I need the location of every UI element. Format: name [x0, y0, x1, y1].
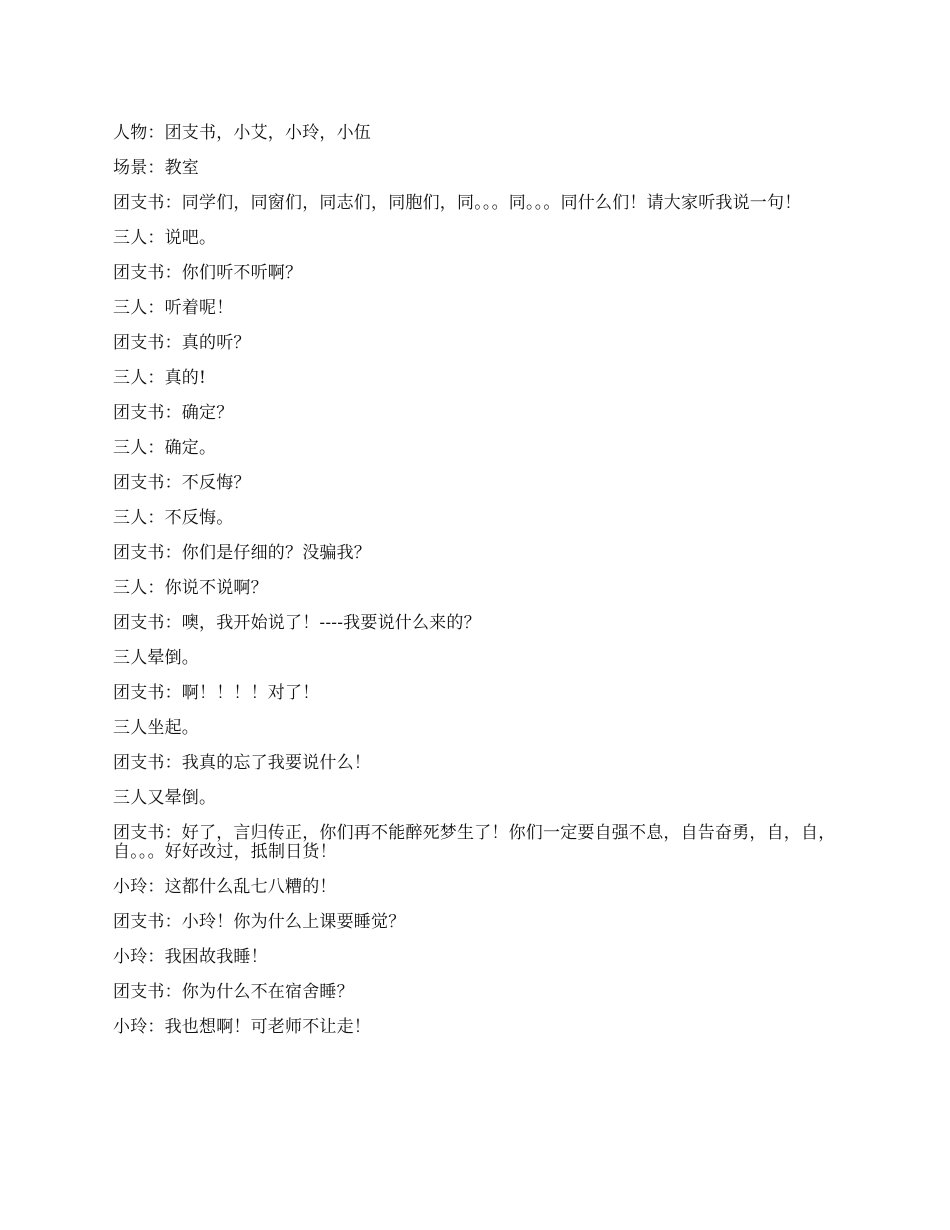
dialogue-line: 三人：你说不说啊？ [113, 578, 268, 598]
dialogue-line: 小玲：我也想啊！可老师不让走！ [113, 1017, 371, 1037]
dialogue-line: 团支书：不反悔？ [113, 473, 251, 493]
dialogue-line: 团支书：噢，我开始说了！----我要说什么来的？ [113, 613, 481, 633]
stage-direction: 三人坐起。 [113, 718, 199, 738]
dialogue-line: 团支书：确定？ [113, 403, 234, 423]
document-page [113, 124, 843, 1053]
dialogue-line: 团支书：同学们，同窗们，同志们，同胞们，同。。。同。。。同什么们！请大家听我说一句！ [113, 193, 802, 213]
stage-direction: 三人晕倒。 [113, 648, 199, 668]
stage-direction: 三人又晕倒。 [113, 788, 217, 808]
dialogue-line: 团支书：我真的忘了我要说什么！ [113, 753, 371, 773]
dialogue-line: 团支书：真的听？ [113, 333, 251, 353]
dialogue-line: 团支书：你们听不听啊？ [113, 263, 303, 283]
dialogue-line: 小玲：这都什么乱七八糟的！ [113, 877, 337, 897]
dialogue-line: 团支书：啊！！！！对了！ [113, 683, 320, 703]
dialogue-line: 三人：说吧。 [113, 228, 217, 248]
dialogue-line: 团支书：你们是仔细的？没骗我？ [113, 543, 371, 563]
dialogue-line: 三人：不反悔。 [113, 508, 234, 528]
dialogue-line: 三人：真的! [113, 368, 207, 388]
dialogue-line: 小玲：我困故我睡！ [113, 947, 268, 967]
dialogue-line: 三人：确定。 [113, 438, 217, 458]
dialogue-line: 团支书：你为什么不在宿舍睡？ [113, 982, 354, 1002]
dialogue-line: 团支书：小玲！你为什么上课要睡觉？ [113, 912, 406, 932]
cast-line: 人物：团支书，小艾，小玲，小伍 [113, 123, 371, 143]
dialogue-line: 三人：听着呢！ [113, 298, 234, 318]
dialogue-line: 团支书：好了，言归传正，你们再不能醉死梦生了！你们一定要自强不息，自告奋勇，自，自，自。。。好好改过，抵制日货！ [113, 823, 836, 862]
scene-line: 场景：教室 [113, 158, 199, 178]
